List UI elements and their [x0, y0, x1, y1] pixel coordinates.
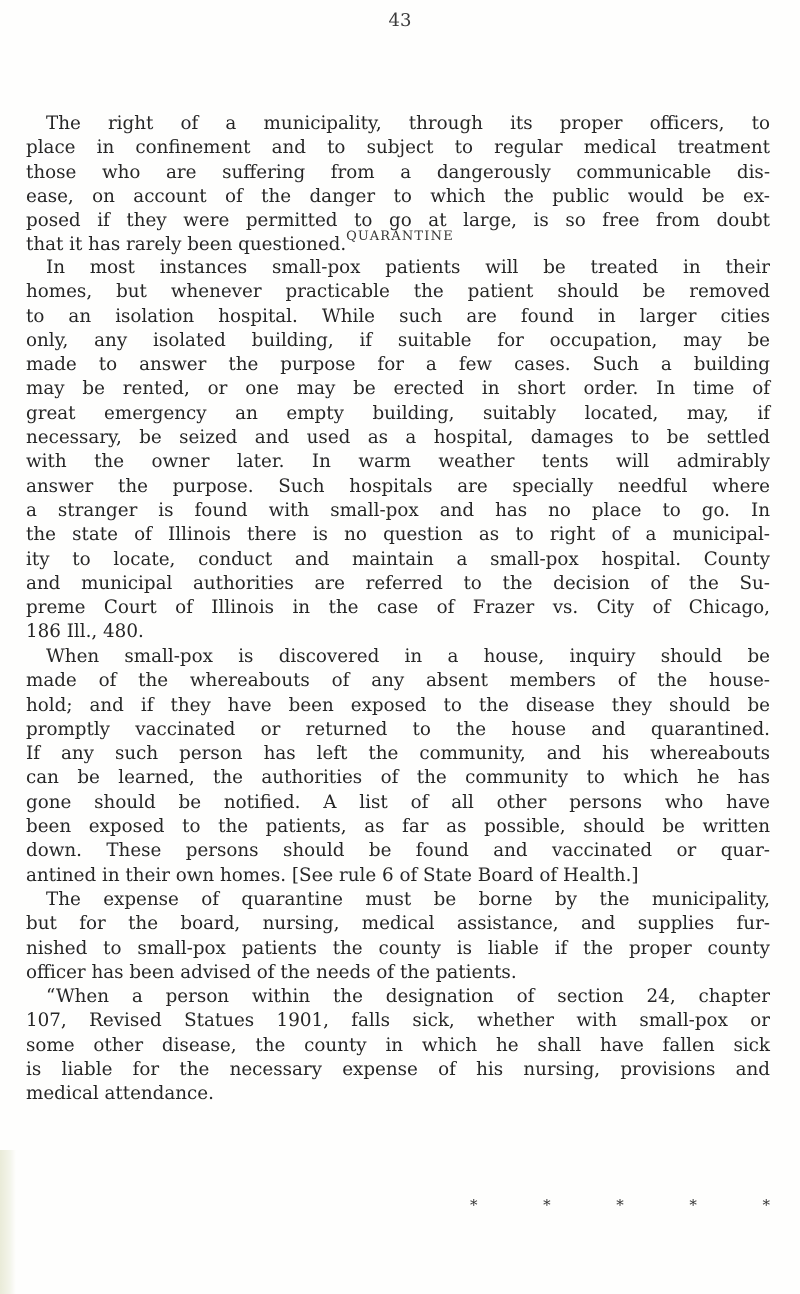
text-line: necessary, be seized and used as a hospital, damages to be settled [26, 427, 770, 449]
text-line: great emergency an empty building, suitably located, may, if [26, 402, 770, 424]
text-line: The expense of quarantine must be borne by the municipality, [46, 889, 770, 910]
text-line: those who are suffering from a dangerously communicable dis- [26, 161, 770, 183]
text-line: medical attendance. [26, 1083, 214, 1105]
paragraph-household-inquiry [26, 645, 770, 888]
text-line: only, any isolated building, if suitable for occupation, may be [26, 329, 770, 351]
text-line: ease, on account of the danger to which the public would be ex- [26, 185, 770, 207]
text-line: and municipal authorities are referred to the decision of the Su- [26, 572, 770, 594]
paragraph-isolation-hospital [26, 256, 770, 645]
text-line: but for the board, nursing, medical assistance, and supplies fur- [26, 913, 770, 935]
scan-edge-shadow [0, 1150, 16, 1294]
page-number: 43 [388, 10, 412, 31]
star-mark: * [689, 1196, 697, 1214]
star-mark: * [762, 1196, 770, 1214]
text-line: gone should be notified. A list of all other persons who have [26, 791, 770, 813]
paragraph-revised-statutes-quote [26, 985, 770, 1106]
text-line: made of the whereabouts of any absent members of the house- [26, 670, 770, 692]
text-line: may be rented, or one may be erected in short order. In time of [26, 378, 770, 400]
star-mark: * [616, 1196, 624, 1214]
text-line: promptly vaccinated or returned to the house and quarantined. [26, 718, 770, 740]
section-heading-quarantine: QUARANTINE [346, 229, 454, 244]
paragraph-expense-of-quarantine [26, 888, 770, 985]
text-line: some other disease, the county in which he shall have fallen sick [26, 1034, 770, 1056]
text-line: In most instances small-pox patients will be treated in their [46, 257, 770, 278]
text-line: homes, but whenever practicable the patient should be removed [26, 281, 770, 303]
text-line: ity to locate, conduct and maintain a small-pox hospital. County [26, 548, 770, 570]
text-line: 186 Ill., 480. [26, 621, 144, 643]
text-line: that it has rarely been questioned. [26, 234, 347, 256]
text-line: with the owner later. In warm weather tents will admirably [26, 451, 770, 473]
text-line: place in confinement and to subject to regular medical treatment [26, 137, 770, 159]
text-line: antined in their own homes. [See rule 6 of State Board of Health.] [26, 864, 639, 886]
text-line: 107, Revised Statues 1901, falls sick, whether with small-pox or [26, 1010, 770, 1032]
text-line: the state of Illinois there is no question as to right of a municipal- [26, 524, 770, 546]
star-mark: * [543, 1196, 551, 1214]
text-line: If any such person has left the community, and his whereabouts [26, 743, 770, 765]
ellipsis-stars [470, 1196, 770, 1214]
text-line: down. These persons should be found and vaccinated or quar- [26, 840, 770, 862]
text-line: posed if they were permitted to go at large, is so free from doubt [26, 210, 770, 232]
text-line: preme Court of Illinois in the case of Frazer vs. City of Chicago, [26, 597, 770, 619]
text-line: a stranger is found with small-pox and has no place to go. In [26, 499, 770, 521]
text-line: officer has been advised of the needs of the patients. [26, 961, 517, 983]
text-line: been exposed to the patients, as far as possible, should be written [26, 816, 770, 838]
text-line: made to answer the purpose for a few cases. Such a building [26, 354, 770, 376]
text-line: to an isolation hospital. While such are found in larger cities [26, 305, 770, 327]
text-line: When small-pox is discovered in a house, inquiry should be [46, 646, 770, 667]
text-line: nished to small-pox patients the county is liable if the proper county [26, 937, 770, 959]
text-line: “When a person within the designation of section 24, chapter [46, 986, 770, 1007]
text-line: answer the purpose. Such hospitals are specially needful where [26, 475, 770, 497]
text-line: is liable for the necessary expense of his nursing, provisions and [26, 1058, 770, 1080]
text-line: The right of a municipality, through its proper officers, to [46, 113, 770, 134]
text-line: hold; and if they have been exposed to the disease they should be [26, 694, 770, 716]
text-line: can be learned, the authorities of the community to which he has [26, 767, 770, 789]
star-mark: * [470, 1196, 478, 1214]
